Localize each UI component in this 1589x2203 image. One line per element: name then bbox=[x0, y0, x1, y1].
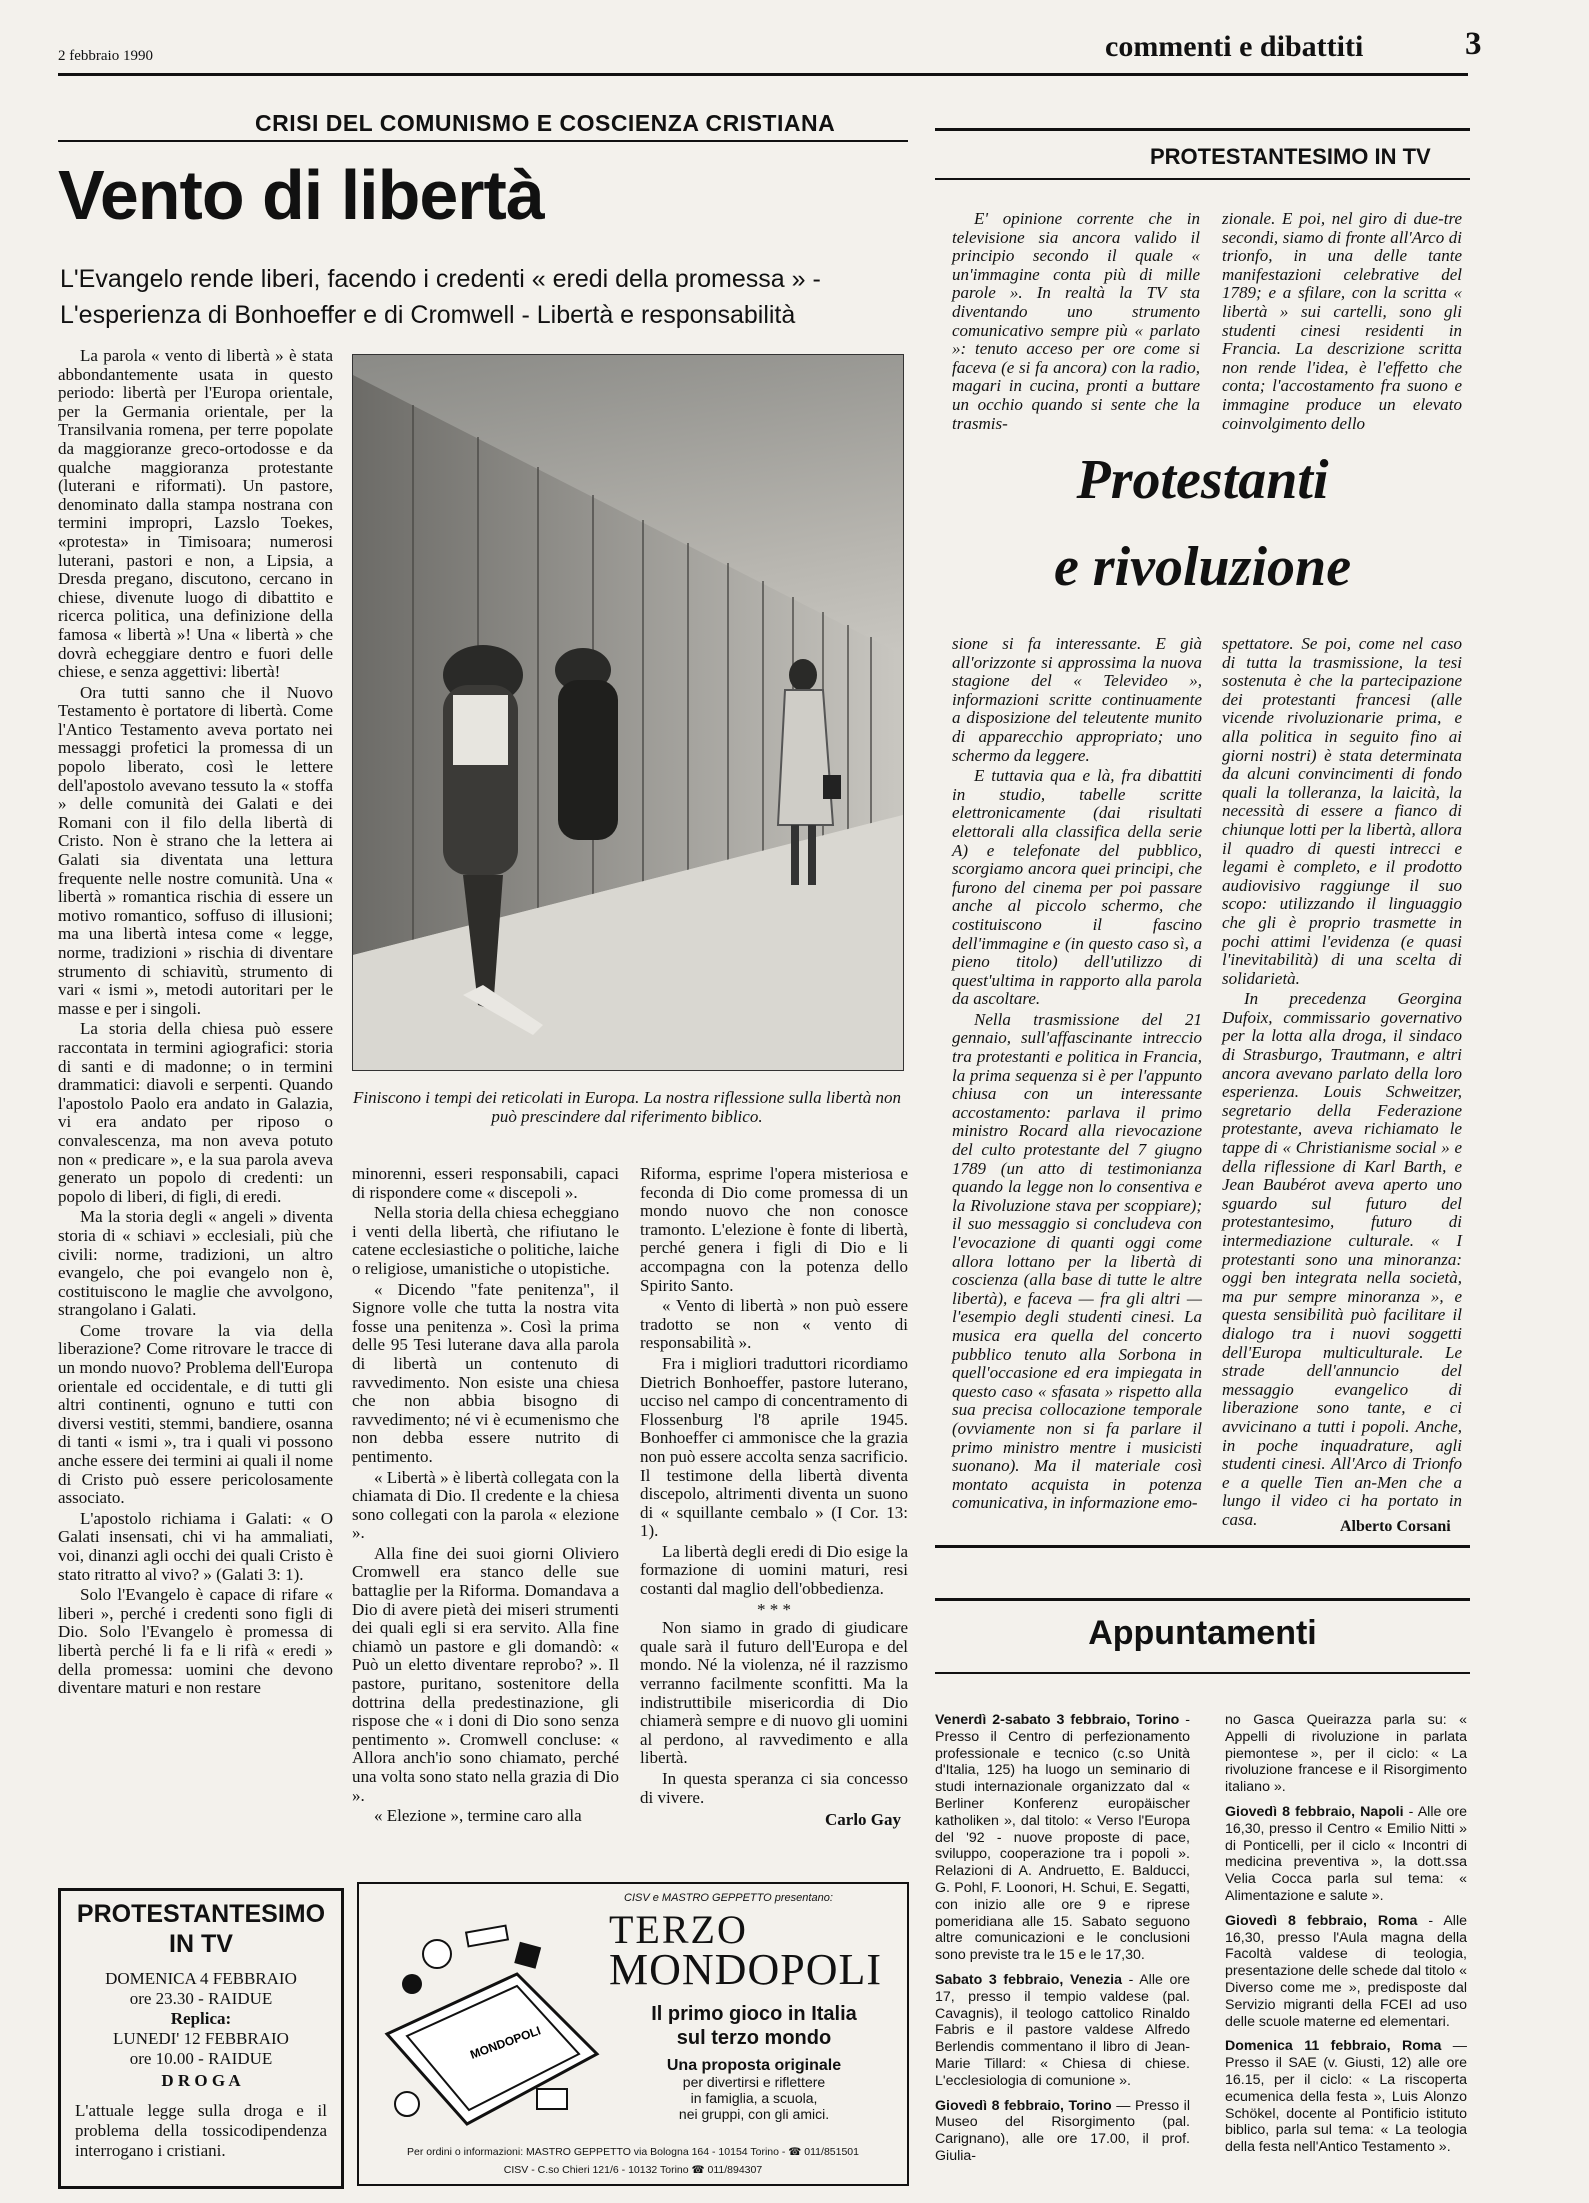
tv-line: Replica: bbox=[170, 2009, 232, 2028]
paragraph: Solo l'Evangelo è capace di rifare « liberi », perché i credenti sono figli di Dio. Solo l'Evangelo è promessa di libertà perché li fa e li rifà « eredi » della promessa: uomini che devono diventare maturi e non restare bbox=[58, 1585, 333, 1698]
paragraph: E tuttavia qua e là, fra dibattiti in studio, tabelle scritte elettronicamente (dai risultati elettorali alla classifica della serie A) e telefonate del pubblico, scorgiamo ancora quei principi, che furono del cinema per poi passare anche al piccolo schermo, che costituiscono il fascino dell'immagine e (in questo caso sì, a pieno titolo) dell'utilizzo di quest'ultima in rapporto alla parola da ascoltare. bbox=[952, 766, 1202, 1009]
paragraph: L'apostolo richiama i Galati: « O Galati insensati, chi vi ha ammaliati, voi, dinanzi agli occhi dei quali Cristo è stato ritratto al vivo? » (Galati 3: 1). bbox=[58, 1508, 333, 1584]
tv-headline-1: Protestanti bbox=[1076, 449, 1329, 511]
paragraph: Nella trasmissione del 21 gennaio, sull'affascinante intreccio tra protestanti e politica in Francia, la prima sequenza si è per l'appunto chiusa con un interessante accostamento: parlava il primo ministro Rocard alla rievocazione del culto protestante del 7 giugno 1789 (un atto di testimonianza quando la legge non lo consentiva e la Rivoluzione stava per scoppiare); il suo messaggio si concludeva con l'evocazione di quanti oggi come allora lottano per la libertà di coscienza (alla base di tutte le altre libertà), e faceva — fra gli altri — l'esempio degli studenti cinesi. La musica era quella del concerto pubblico tenuto alla Sorbona in quell'occasione ed era impiegata in questo caso « sfasata » rispetto alla sua precisa collocazione temporale (ovviamente non si fa parlare il primo ministro mentre i musicisti suonano). Ma il materiale così montato acquista in potenza comunicativa, in informazione emo- bbox=[952, 1009, 1202, 1513]
ad-desc: nei gruppi, con gli amici. bbox=[678, 2106, 830, 2122]
appuntamenti-left bbox=[935, 1712, 1190, 2197]
paragraph: In precedenza Georgina Dufoix, commissario governativo per la lotta alla droga, il sindaco di Strasburgo, Trautmann, e altri ancora avevano parlato della loro esperienza. Louis Schweitzer, segretario della Federazione protestante, aveva richiamato le tappe di « Christianisme social » e della riflessione di Karl Barth, e Jean Baubérot aveva aperto uno sguardo sul futuro del protestantesimo, futuro di intermediazione culturale. « I protestanti sono una minoranza: oggi ben integrata nella società, ma pur sempre minoranza », e questa sensibilità può facilitare il dialogo tra i nuovi soggetti dell'Europa multiculturale. Le strade dell'annuncio del messaggio evangelico di liberazione sono tante, e ci avvicinano a tutti i popoli. Anche, in poche inquadrature, agli studenti cinesi. All'Arco di Trionfo e a quelle Tien an-Men che a lungo il video ci ha portato in casa. bbox=[1222, 989, 1462, 1529]
ad-tagline: sul terzo mondo bbox=[676, 2027, 832, 2049]
paragraph: « Dicendo "fate penitenza", il Signore volle che tutta la nostra vita fosse una penitenza ». Così la prima delle 95 Tesi luterane dava alla parola di libertà un contenuto di ravvedimento. Non esiste una chiesa che non abbia bisogno di ravvedimento; né vi è ecumenismo che non debba essere nutrito di pentimento. bbox=[352, 1279, 619, 1466]
article-column-2 bbox=[352, 1165, 619, 1825]
photo-caption: Finiscono i tempi dei reticolati in Europa. La nostra riflessione sulla libertà non può prescindere dal riferimento biblico. bbox=[353, 1088, 901, 1126]
ad-tagline: Il primo gioco in Italia bbox=[651, 2003, 857, 2025]
paragraph: zionale. E poi, nel giro di due-tre secondi, siamo di fronte all'Arco di trionfo, in una delle tante manifestazioni celebrative del 1789; e a sfilare, con la scritta « libertà » sui cartelli, sono gli studenti cinesi residenti in Francia. La descrizione scritta non rende l'idea, è l'effetto che conta; l'accostamento fra suono e immagine produce un elevato coinvolgimento dello bbox=[1222, 209, 1462, 433]
ad-desc: per divertirsi e riflettere bbox=[682, 2074, 826, 2090]
tv-column-bottom-rule bbox=[935, 1545, 1470, 1548]
paragraph: Come trovare la via della liberazione? Come ritrovare le tracce di un mondo nuovo? Problema dell'Europa orientale ed occidentale, e di tutti gli altri continenti, ognuno e tutti con diversi vestiti, stemmi, bandiere, osanna di tanti « ismi », tra i quali vi possono anche essere dei termini ai quali il nome di Cristo può essere pericolosamente associato. bbox=[58, 1320, 333, 1508]
tv-line: ore 10.00 - RAIDUE bbox=[129, 2049, 273, 2068]
ad-title-1: TERZO bbox=[609, 1907, 748, 1952]
ad-desc: Una proposta originale bbox=[666, 2057, 842, 2074]
tv-box-title: PROTESTANTESIMO IN TV bbox=[76, 1900, 326, 1958]
page-number: 3 bbox=[1465, 26, 1482, 62]
ad-desc: in famiglia, a scuola, bbox=[690, 2090, 818, 2106]
tv-intro-right bbox=[1222, 209, 1462, 433]
paragraph: In questa speranza ci sia concesso di vivere. bbox=[640, 1769, 908, 1807]
paragraph: Riforma, esprime l'opera misteriosa e feconda di Dio come promessa di un mondo nuovo che non conosce tramonto. L'elezione è fonte di libertà, perché genera i figli di Dio e li accompagna con la potenza dello Spirito Santo. bbox=[640, 1164, 908, 1295]
game-board-illustration bbox=[367, 1914, 607, 2149]
article-byline: Carlo Gay bbox=[825, 1810, 902, 1829]
ad-title-2: MONDOPOLI bbox=[609, 1945, 882, 1994]
appuntamenti-title-rule bbox=[935, 1672, 1470, 1674]
paragraph: spettatore. Se poi, come nel caso di tutta la trasmissione, la tesi sostenuta è che la partecipazione dei protestanti francesi (alle vicende rivoluzionarie prima, e alla politica in seguito fino ai giorni nostri) è stata determinata da alcuni convincimenti di fondo quali la tolleranza, la laicità, la necessità di essere a fianco di chiunque lotti per la libertà, allora il quadro di questi intrecci e legami è completo, e il prodotto audiovisivo raggiunge il suo scopo: utilizzando il linguaggio che gli è proprio trasmette in pochi attimi l'evidenza (e quasi l'inevitabilità) di una scelta di solidarietà. bbox=[1222, 634, 1462, 988]
tv-body-left bbox=[952, 634, 1202, 1513]
tv-line: LUNEDI' 12 FEBBRAIO bbox=[113, 2029, 289, 2048]
berlin-wall-illustration bbox=[353, 355, 903, 1070]
tv-schedule-box bbox=[58, 1888, 344, 2189]
tv-description: L'attuale legge sulla droga e il problema della tossicodipendenza interrogano i cristiani. bbox=[75, 2101, 327, 2160]
section-title: commenti e dibattiti bbox=[1105, 30, 1364, 63]
paragraph: Alla fine dei suoi giorni Oliviero Cromwell era stanco delle sue battaglie per la Riforma. Domandava a Dio di avere pietà dei miseri strumenti dei quali egli si era servito. Alla fine chiamò un pastore e gli domandò: « Può un eletto diventare reprobo? ». Il pastore, puritano, sostenitore della dottrina della predestinazione, gli rispose che « i doni di Dio sono senza pentimento ». Cromwell concluse: « Allora anch'io sono chiamato, perché una volta sono stato nella grazia di Dio ». bbox=[352, 1543, 619, 1805]
appuntamenti-title: Appuntamenti bbox=[1088, 1614, 1317, 1652]
ad-footer-1: Per ordini o informazioni: MASTRO GEPPETTO via Bologna 164 - 10154 Torino - ☎ 011/851501 bbox=[407, 2146, 859, 2158]
list-item: Venerdì 2-sabato 3 febbraio, Torino - Presso il Centro di perfezionamento professionale e tecnico (c.so Unità d'Italia, 125) ha luogo un seminario di studi internazionale organizzato dal « Berliner Konferenz europäischer katholiken », dal titolo: « Verso l'Europa del '92 - nuove proposte di pace, sviluppo, cooperazione tra i popoli ». Relazioni di A. Andruetto, E. Balducci, G. Pohl, F. Loonori, H. Schui, E. Segatti, con inizio alle ore 9 e riprese pomeridiana alle 15. Sabato seguono altre comunicazioni e le conclusioni sono previste tra le 15 e le 17,30. bbox=[935, 1712, 1190, 1964]
mondopoli-ad bbox=[357, 1882, 909, 2186]
article-column-3 bbox=[640, 1165, 908, 1805]
paragraph: La parola « vento di libertà » è stata abbondantemente usata in questo periodo: libertà per l'Europa orientale, per la Germania orientale, per la Transilvania romena, per terre popolate da maggioranze greco-ortodosse e da qualche maggioranza protestante (luterani e riformati). Un pastore, denominato dalla stampa nostrana con termini impropri, Lazslo Toekes, «protesta» in Timisoara; numerosi luterani, pastori e non, a Lipsia, a Dresda pregano, discutono, cercano in chiese, divenute luogo di dibattito e ricerca politica, una definizione della famosa « libertà »! Una « libertà » che dovrà echeggiare dentro e fuori delle chiese, e senza aggettivi: libertà! bbox=[58, 346, 333, 682]
paragraph: E' opinione corrente che in televisione sia ancora valido il principio secondo il quale « un'immagine conta più di mille parole ». In realtà la TV sta diventando uno strumento comunicativo sempre più « parlato »: tenuto acceso per ore come si faceva (e si fa ancora) con la radio, magari in cucina, pronti a buttare un occhio quando si sente che la trasmis- bbox=[952, 209, 1200, 433]
tv-line: ore 23.30 - RAIDUE bbox=[129, 1989, 273, 2008]
paragraph: Nella storia della chiesa echeggiano i venti della libertà, che rifiutano le catene ecclesiastiche o politiche, laiche o religiose, umanistiche o utopistiche. bbox=[352, 1203, 619, 1278]
kicker-rule bbox=[58, 140, 908, 142]
paragraph: « Libertà » è libertà collegata con la chiamata di Dio. Il credente e la chiesa sono collegati con la parola « elezione ». bbox=[352, 1467, 619, 1543]
appuntamenti-top-rule bbox=[935, 1598, 1470, 1601]
paragraph: « Elezione », termine caro alla bbox=[374, 1806, 582, 1826]
tv-topic: D R O G A bbox=[161, 2071, 241, 2090]
paragraph: Non siamo in grado di giudicare quale sarà il futuro dell'Europa e del mondo. Né la violenza, né il razzismo verranno facilmente sconfitti. Ma la indistruttibile misericordia di Dio chiamerà sempre e di nuovo gli uomini al perdono, al ravvedimento e alla libertà. bbox=[640, 1618, 908, 1768]
board-label: MONDOPOLI bbox=[468, 2023, 543, 2062]
paragraph: sione si fa interessante. E già all'orizzonte si approssima la nuova stagione del « Televideo », informazioni scritte continuamente a disposizione del teleutente munito di apparecchio appropriato; uno schermo da leggere. bbox=[952, 634, 1202, 765]
article-kicker: CRISI DEL COMUNISMO E COSCIENZA CRISTIANA bbox=[255, 110, 836, 136]
list-item: no Gasca Queirazza parla su: « Appelli di rivoluzione in parlata piemontese », per il ciclo: « La rivoluzione francese e il Risorgimento italiano ». bbox=[1225, 1712, 1467, 1796]
paragraph: minorenni, esseri responsabili, capaci di rispondere come « discepoli ». bbox=[352, 1164, 619, 1202]
tv-column-label: PROTESTANTESIMO IN TV bbox=[1150, 144, 1431, 169]
tv-byline: Alberto Corsani bbox=[1340, 1518, 1451, 1535]
tv-intro-left bbox=[952, 209, 1200, 433]
article-column-1 bbox=[58, 347, 333, 1962]
paragraph: Ora tutti sanno che il Nuovo Testamento è portatore di libertà. Come l'Antico Testamento aveva portato nei messaggi profetici la promessa di un popolo liberato, così le lettere dell'apostolo avevano tessuto la « stoffa » delle comunità dei Galati e dei Romani con il filo della libertà di Cristo. Non è strano che la lettera ai Galati sia diventata una lettura frequente nelle nostre comunità. Una « libertà » romantica rischia di essere un motivo romantico, soffuso di illusioni; ma una libertà intesa come « legge, norme, tradizioni » rischia di diventare strumento di schiavitù, strumento di vari « ismi », metodi autoritari per le masse e per i singoli. bbox=[58, 682, 333, 1018]
section-break: * * * bbox=[757, 1599, 791, 1619]
article-headline: Vento di libertà bbox=[58, 156, 544, 234]
paragraph: Fra i migliori traduttori ricordiamo Dietrich Bonhoeffer, pastore luterano, ucciso nel campo di concentramento di Flossenburg l'8 aprile 1945. Bonhoeffer ci ammonisce che la grazia non può essere accolta senza sacrificio. Il testimone della libertà diventa discepolo, altrimenti diventa un suono di « squillante cembalo » (I Cor. 13: 1). bbox=[640, 1353, 908, 1541]
tv-column-label-rule bbox=[935, 178, 1470, 180]
list-item: Giovedì 8 febbraio, Torino — Presso il Museo del Risorgimento (pal. Carignano), alle ore 17.00, il prof. Giulia- bbox=[935, 2097, 1190, 2164]
paragraph: « Vento di libertà » non può essere tradotto se non « vento di responsabilità ». bbox=[640, 1296, 908, 1353]
paragraph: La libertà degli eredi di Dio esige la formazione di uomini maturi, resi costanti dal maglio dell'obbedienza. bbox=[640, 1541, 908, 1599]
list-item: Giovedì 8 febbraio, Napoli - Alle ore 16,30, presso il Centro « Emilio Nitti » di Ponticelli, per il ciclo « Incontri di medicina preventiva », la dott.ssa Velia Cocca parla sul tema: « Alimentazione e salute ». bbox=[1225, 1803, 1467, 1904]
issue-date: 2 febbraio 1990 bbox=[58, 48, 153, 64]
ad-presenter: CISV e MASTRO GEPPETTO presentano: bbox=[624, 1892, 833, 1904]
article-subhead-2: L'esperienza di Bonhoeffer e di Cromwell - Libertà e responsabilità bbox=[60, 301, 796, 329]
tv-column-top-rule bbox=[935, 128, 1470, 131]
list-item: Domenica 11 febbraio, Roma — Presso il SAE (v. Giusti, 12) alle ore 16.15, per il ciclo: « La riscoperta ecumenica della festa », Luis Alonzo Schökel, docente al Pontificio istituto biblico, parla sul tema: « La teologia della festa nell'Antico Testamento ». bbox=[1225, 2038, 1467, 2156]
article-photo bbox=[352, 354, 904, 1071]
ad-footer-2: CISV - C.so Chieri 121/6 - 10132 Torino ☎ 011/894307 bbox=[503, 2164, 763, 2176]
list-item: Giovedì 8 febbraio, Roma - Alle 16,30, presso l'Aula magna della Facoltà valdese di teologia, presentazione delle schede dal titolo « Diverso come me », predisposte dal Servizio migranti della FCEI ad uso delle scuole materne ed elementari. bbox=[1225, 1912, 1468, 2030]
list-item: Sabato 3 febbraio, Venezia - Alle ore 17, presso il tempio valdese (pal. Cavagnis), il teologo cattolico Rinaldo Fabris e il pastore valdese Alfredo Berlendis commentano il libro di Jean-Marie Tillard: « Chiesa di chiese. L'ecclesiologia di comunione ». bbox=[935, 1971, 1190, 2089]
appuntamenti-right bbox=[1225, 1712, 1467, 2197]
paragraph: Ma la storia degli « angeli » diventa storia di « schiavi » ecclesiali, più che civili: norme, tradizioni, un altro evangelo, che poi evangelo non è, costituiscono le maglie che avvolgono, strangolano i Galati. bbox=[58, 1207, 333, 1320]
tv-headline-2: e rivoluzione bbox=[1053, 536, 1352, 598]
paragraph: La storia della chiesa può essere raccontata in termini agiografici: storia di santi e di madonne; o in termini drammatici: diavoli e serpenti. Quando l'apostolo Paolo era andato in Galazia, vi era andato per riposo o convalescenza, ma non aveva potuto non « predicare », e la sua parola aveva generato un popolo di credenti: un popolo di liberi, di figli, di eredi. bbox=[58, 1019, 333, 1206]
header-rule bbox=[58, 73, 1468, 76]
article-subhead-1: L'Evangelo rende liberi, facendo i credenti « eredi della promessa » - bbox=[60, 265, 821, 293]
tv-line: DOMENICA 4 FEBBRAIO bbox=[105, 1969, 297, 1988]
